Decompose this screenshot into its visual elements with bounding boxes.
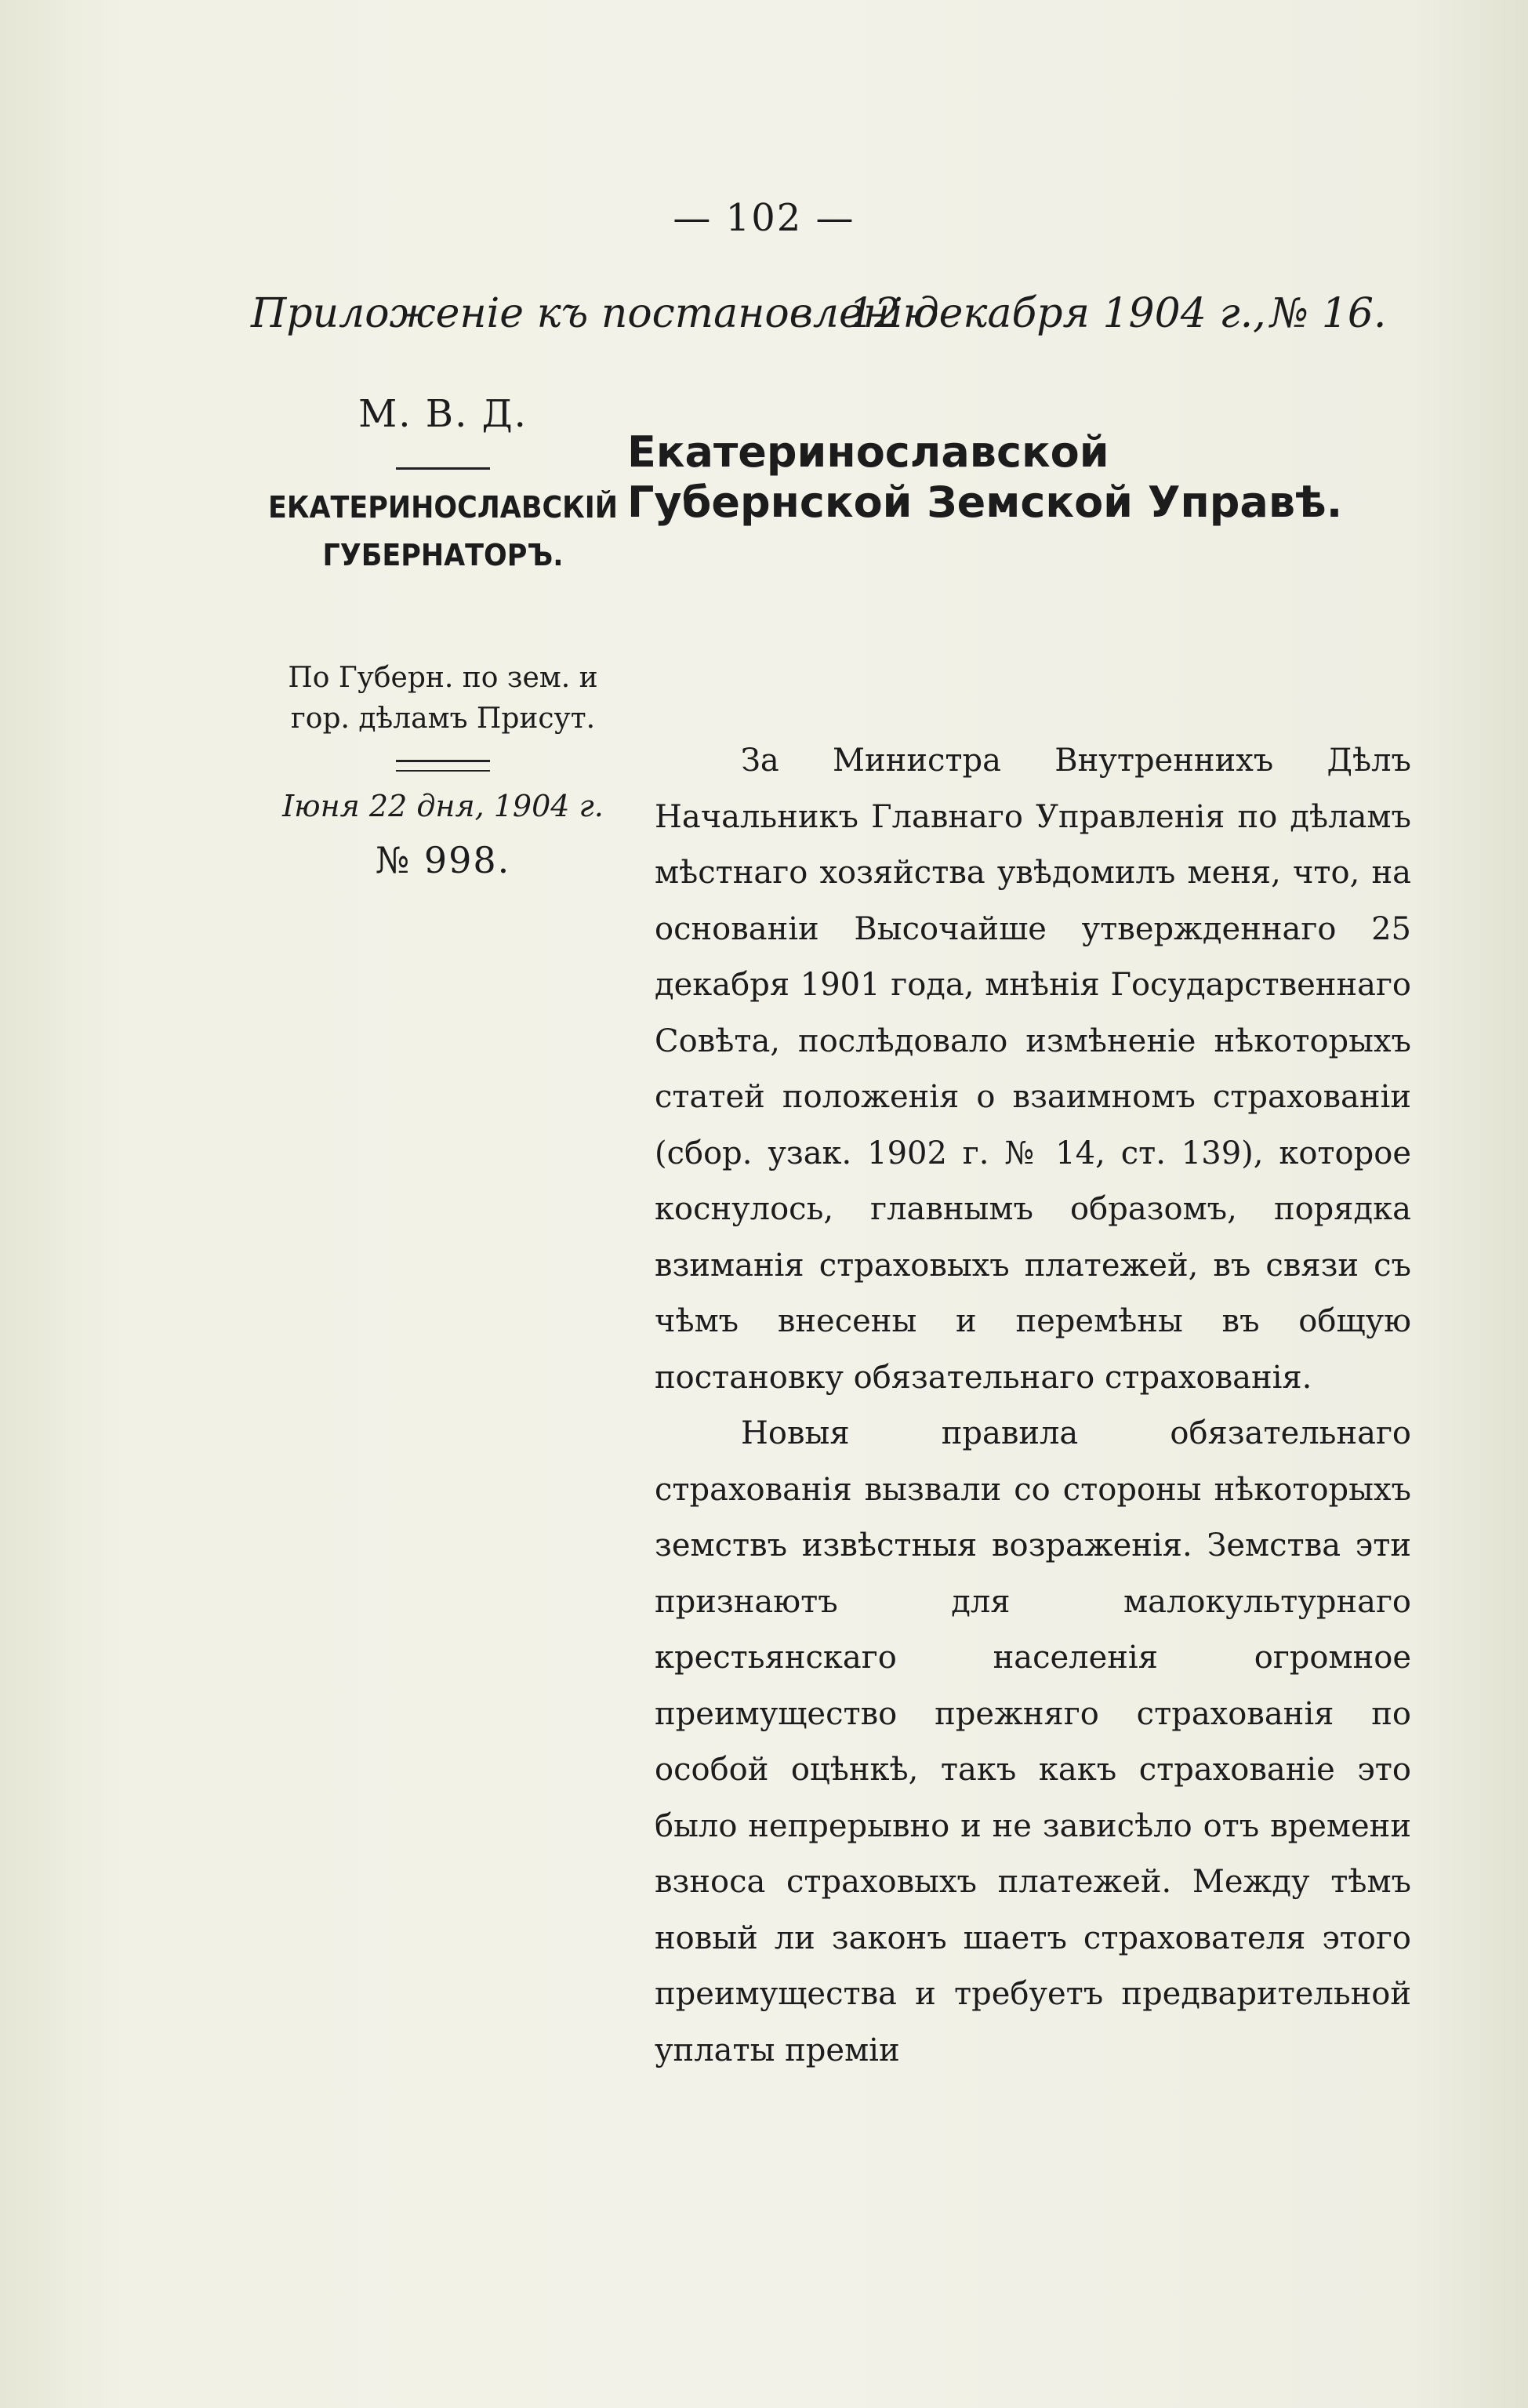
ministry-label: М. В. Д. xyxy=(358,392,528,436)
letter-date: Іюня 22 дня, 1904 г. xyxy=(282,788,604,823)
appendix-header-label: Приложеніе къ постановленію xyxy=(251,290,939,337)
governor-title-line1: ЕКАТЕРИНОСЛАВСКІЙ xyxy=(268,490,618,525)
appendix-header-number: № 16. xyxy=(1270,290,1387,337)
department-line1: По Губерн. по зем. и xyxy=(288,661,598,694)
document-number: № 998. xyxy=(375,838,511,881)
body-paragraph-1: За Министра Внутреннихъ Дѣлъ Начальникъ Главнаго Управленія по дѣламъ мѣстнаго хозяйства увѣдомилъ меня, что, на основаніи Высочайше утвержденнаго 25 декабря 1901 года, мнѣнія Государственнаго Совѣта, послѣдовало измѣненіе нѣкоторыхъ статей положенія о взаимномъ страхованіи (сбор. узак. 1902 г. № 14, ст. 139), которое коснулось, главнымъ образомъ, порядка взиманія страховыхъ платежей, въ связи съ чѣмъ внесены и перемѣны въ общую постановку обязательнаго страхованія. xyxy=(655,743,1411,1396)
appendix-header xyxy=(251,290,1396,337)
letter-body xyxy=(655,733,1411,2079)
double-divider-rule xyxy=(396,760,490,772)
addressee-heading: Екатеринославской Губернской Земской Управѣ. xyxy=(627,427,1343,527)
department-line2: гор. дѣламъ Присут. xyxy=(290,702,596,735)
page-number: — 102 — xyxy=(673,196,855,240)
body-paragraph-2: Новыя правила обязательнаго страхованія вызвали со стороны нѣкоторыхъ земствъ извѣстныя возраженія. Земства эти признаютъ для малокультурнаго крестьянскаго населенія огромное преимущество прежняго страхованія по особой оцѣнкѣ, такъ какъ страхованіе это было непрерывно и не зависѣло отъ времени взноса страховыхъ платежей. Между тѣмъ новый ли законъ шаетъ страхователя этого преимущества и требуетъ предварительной уплаты преміи xyxy=(655,1415,1411,2068)
divider-rule xyxy=(396,467,490,470)
governor-title-line2: ГУБЕРНАТОРЪ. xyxy=(322,537,564,572)
governor-title xyxy=(256,484,630,579)
department-label xyxy=(239,658,647,739)
appendix-header-date: 12 декабря 1904 г., xyxy=(848,290,1266,337)
sender-block xyxy=(239,392,647,881)
